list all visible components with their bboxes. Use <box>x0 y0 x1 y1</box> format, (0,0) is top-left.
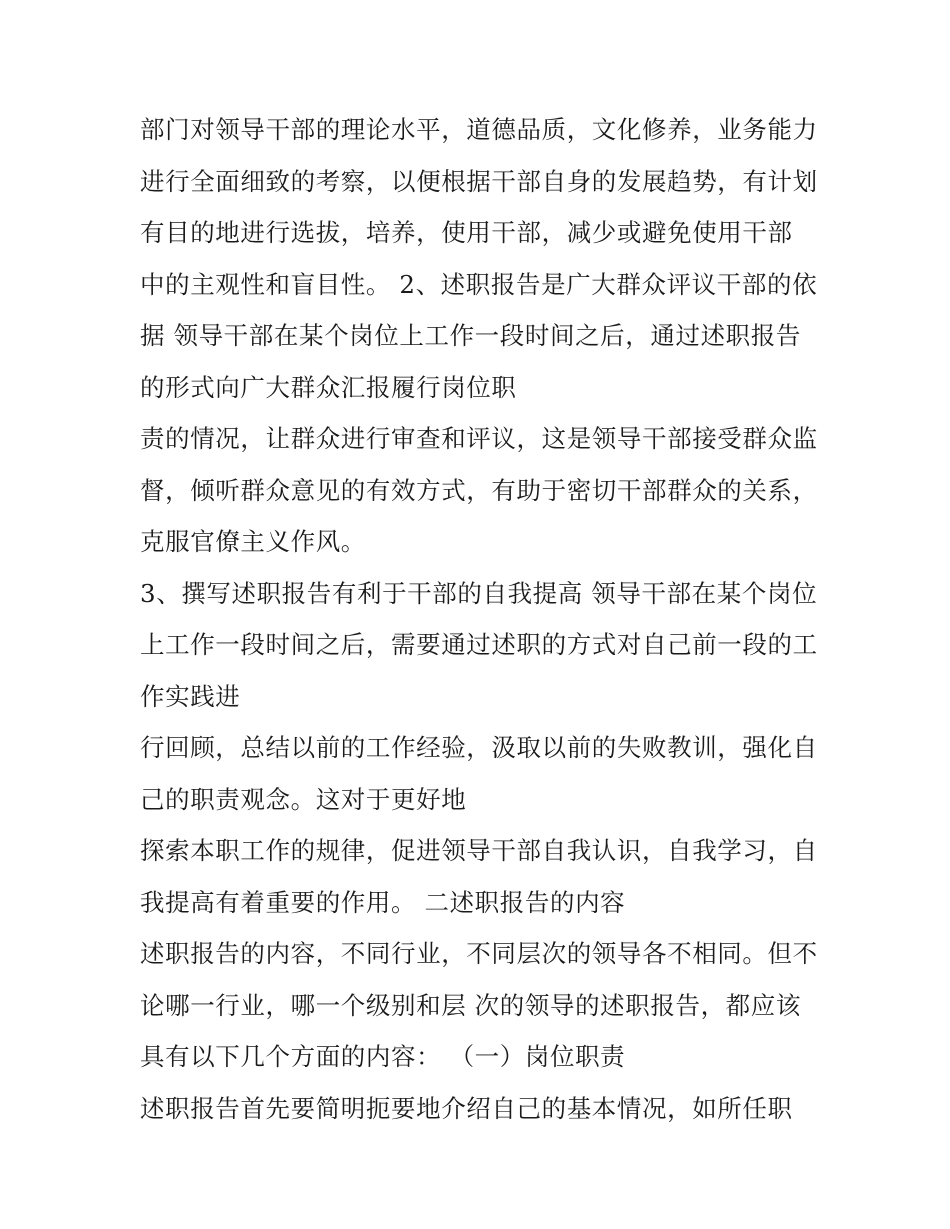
text-line: 我提高有着重要的作用。 二述职报告的内容 <box>140 887 626 917</box>
text-line: 督，倾听群众意见的有效方式，有助于密切干部群众的关系， <box>140 475 818 505</box>
document-body-text <box>140 104 820 1134</box>
text-line: 作实践进 <box>140 681 241 711</box>
text-line: 探索本职工作的规律，促进领导干部自我认识，自我学习，自 <box>140 836 818 865</box>
text-line: 部门对领导干部的理论水平，道德品质，文化修养，业务能力 <box>140 115 818 144</box>
text-line: 进行全面细致的考察，以便根据干部自身的发展趋势，有计划 <box>140 166 818 196</box>
text-line: 责的情况，让群众进行审查和评议，这是领导干部接受群众监 <box>140 424 818 453</box>
text-line: 克服官僚主义作风。 <box>140 527 366 556</box>
text-line: 己的职责观念。这对于更好地 <box>140 784 467 814</box>
text-line: 有目的地进行选拔，培养，使用干部，减少或避免使用干部 <box>140 218 793 247</box>
text-line: 的形式向广大群众汇报履行岗位职 <box>140 372 517 402</box>
text-line: 行回顾，总结以前的工作经验，汲取以前的失败教训，强化自 <box>140 733 818 762</box>
text-line: 述职报告首先要简明扼要地介绍自己的基本情况，如所任职 <box>140 1093 793 1123</box>
text-line: 3、撰写述职报告有利于干部的自我提高 领导干部在某个岗位 <box>140 578 818 608</box>
text-line: 中的主观性和盲目性。 2、述职报告是广大群众评议干部的依 <box>140 269 818 299</box>
text-line: 具有以下几个方面的内容： （一）岗位职责 <box>140 1042 626 1071</box>
text-line: 上工作一段时间之后，需要通过述职的方式对自己前一段的工 <box>140 630 818 659</box>
text-line: 论哪一行业，哪一个级别和层 次的领导的述职报告，都应该 <box>140 990 801 1020</box>
text-line: 据 领导干部在某个岗位上工作一段时间之后，通过述职报告 <box>140 321 801 350</box>
text-line: 述职报告的内容，不同行业，不同层次的领导各不相同。但不 <box>140 939 818 968</box>
